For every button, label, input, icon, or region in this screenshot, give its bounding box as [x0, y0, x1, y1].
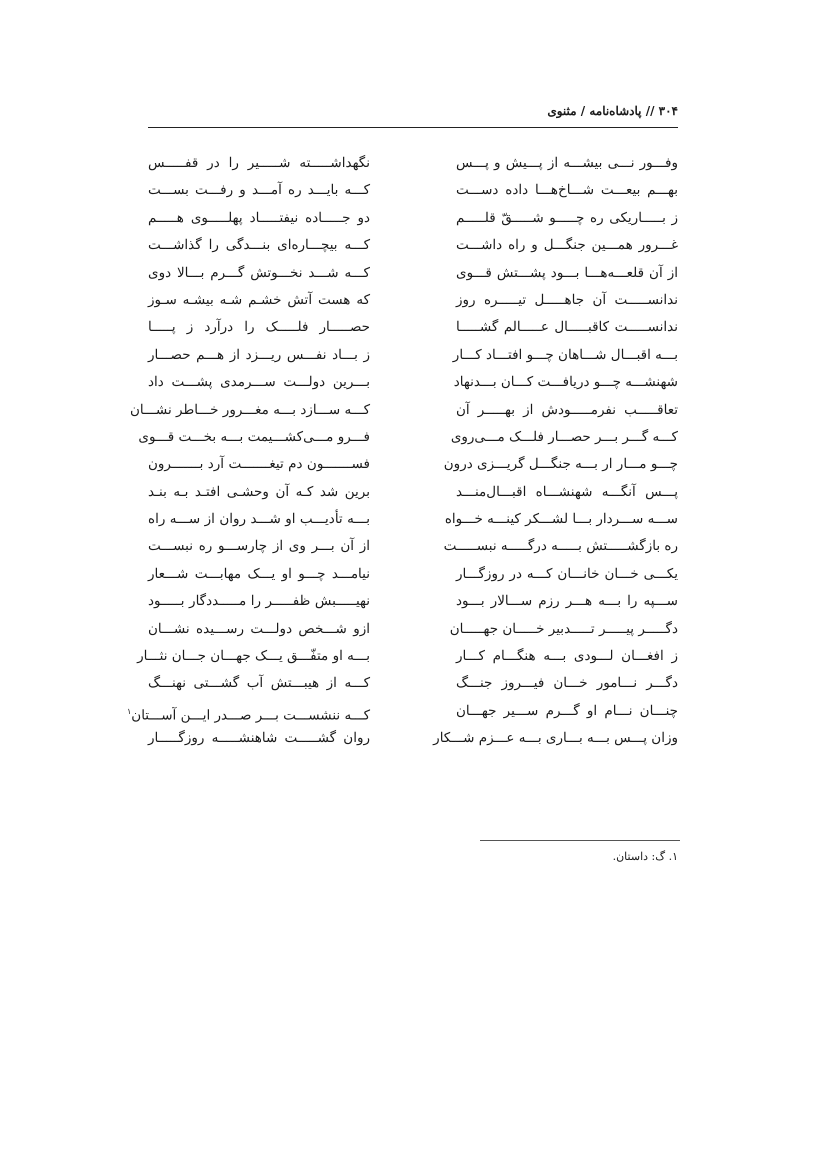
hemistich-right: غـــرور همـــین جنگـــل و راه داشـــت — [456, 237, 678, 254]
running-header — [148, 104, 678, 126]
couplet — [148, 451, 678, 478]
hemistich-left: کـــه بیچـــاره‌ای بنـــدگی را گذاشـــت — [148, 237, 370, 254]
couplet — [148, 177, 678, 204]
couplet — [148, 588, 678, 615]
hemistich-right: ندانســـــت کاقبـــــال عـــــالم گشـــــا — [456, 319, 678, 336]
hemistich-right: ندانســـــت آن جاهـــــل تیـــــره روز — [456, 291, 678, 308]
hemistich-left: بـــه او متفّـــق یـــک جهـــان جـــان نثـــار — [137, 648, 370, 665]
hemistich-left: کـــه از هیبـــتش آب گشـــتی نهنـــگ — [148, 675, 370, 692]
footnote: ۱. گ: داستان. — [612, 850, 678, 863]
header-rule — [148, 127, 678, 128]
hemistich-left: نیامـــد چـــو او یـــک مهابـــت شـــعار — [148, 565, 370, 582]
hemistich-left: نهیـــــبش ظفـــــر را مـــــددگار بـــــود — [148, 593, 370, 610]
poem-body — [126, 150, 678, 753]
couplet — [148, 342, 678, 369]
hemistich-left: ز بـــاد نفـــس ریـــزد از هـــم حصـــار — [148, 346, 370, 363]
page-number: ۳۰۴ — [658, 104, 678, 118]
hemistich-right: بهـــم بیعـــت شـــاخ‌هـــا داده دســـت — [456, 182, 678, 199]
couplet — [148, 314, 678, 341]
couplet — [148, 533, 678, 560]
header-slash: / — [576, 104, 590, 118]
hemistich-left: فـــرو مـــی‌کشـــیمت بـــه بخـــت قـــوی — [138, 428, 370, 445]
hemistich-right: بـــه اقبـــال شـــاهان چـــو افتـــاد کـــار — [452, 346, 678, 363]
hemistich-right: پـــس آنگـــه شهنشـــاه اقبـــال‌منـــد — [456, 483, 678, 500]
hemistich-left: از آن بـــر وی از چارســـو ره نبســـت — [148, 538, 370, 555]
hemistich-right: از آن قلعـــه‌هـــا بـــود پشـــتش قـــوی — [456, 264, 678, 281]
hemistich-left: نگهداشـــــته شـــــیر را در قفـــــس — [148, 155, 370, 171]
couplet — [137, 643, 678, 670]
couplet — [148, 205, 678, 232]
hemistich-right: ز بـــــاریکی ره چـــــو شـــــقّ قلـــــم — [456, 209, 678, 226]
hemistich-left: حصـــــار فلـــــک را درآرد ز پـــــا — [148, 319, 370, 336]
hemistich-right: چنـــان نـــام او گـــرم ســـیر جهـــان — [456, 702, 678, 719]
hemistich-left: کـــه ننشســـت بـــر صـــدر ایـــن آســـتان$^۱$ — [126, 706, 370, 724]
header-separator: // — [641, 104, 659, 118]
hemistich-right: یکـــی خـــان خانـــان کـــه در روزگـــار — [456, 565, 678, 582]
hemistich-left: کـــه شـــد نخـــوتش گـــرم بـــالا دوی — [148, 264, 370, 281]
hemistich-right: چـــو مـــار ار بـــه جنگـــل گریـــزی درون — [443, 456, 678, 473]
hemistich-right: ز افغـــان لـــودی بـــه هنگـــام کـــار — [456, 648, 678, 665]
footnote-rule — [480, 840, 680, 841]
couplet — [148, 369, 678, 396]
couplet — [148, 616, 678, 643]
hemistich-right: ســـپه را بـــه هـــر رزم ســـالار بـــود — [456, 593, 678, 610]
hemistich-right: کـــه گـــر بـــر حصـــار فلـــک مـــی‌روی — [450, 428, 678, 445]
footnote-marker: ۱ — [126, 706, 132, 716]
hemistich-left: کـــه بایـــد ره آمـــد و رفـــت بســـت — [148, 182, 370, 199]
hemistich-left: بـــه تأدیـــب او شـــد روان از ســـه راه — [148, 511, 370, 528]
hemistich-left: کـــه ســـازد بـــه مغـــرور خـــاطر نشـــان — [130, 401, 370, 418]
book-title: پادشاه‌نامه — [589, 104, 642, 118]
hemistich-left: فســـــــون دم تیغـــــــت آرد بـــــــرون — [148, 456, 370, 473]
couplet — [148, 150, 678, 177]
couplet — [148, 506, 678, 533]
hemistich-right: تعاقـــــب نفرمـــــودش از بهـــــر آن — [456, 401, 678, 418]
couplet — [148, 479, 678, 506]
hemistich-left: که هست آتش خشـم شـه بیشـه سـوز — [148, 291, 370, 308]
couplet — [148, 260, 678, 287]
couplet — [130, 397, 678, 424]
couplet — [148, 232, 678, 259]
couplet — [148, 670, 678, 697]
hemistich-right: وفـــور نـــی بیشـــه از پـــیش و پـــس — [456, 155, 678, 171]
couplet — [126, 698, 678, 725]
couplet — [148, 287, 678, 314]
hemistich-left: برین شد کـه آن وحشـی افتـد بـه بنـد — [148, 483, 370, 500]
section-title: مثنوی — [547, 104, 577, 118]
hemistich-right: ره بازگشـــــتش بـــــه درگـــــه نبســـــت — [443, 538, 678, 555]
couplet — [148, 561, 678, 588]
hemistich-right: دگـــر نـــامور خـــان فیـــروز جنـــگ — [456, 675, 678, 692]
hemistich-right: ســـه ســـردار بـــا لشـــکر کینـــه خـــواه — [444, 511, 678, 528]
hemistich-right: شهنشـــه چـــو دریافـــت کـــان بـــدنهاد — [453, 374, 678, 391]
hemistich-right: وزان پـــس بـــه بـــاری بـــه عـــزم شـــکار — [433, 730, 678, 747]
hemistich-right: دگـــــر پیـــــر تـــــدبیر خـــــان جهـــــان — [449, 620, 678, 637]
hemistich-left: بـــرین دولـــت ســـرمدی پشـــت داد — [148, 374, 370, 391]
couplet — [148, 725, 678, 752]
hemistich-left: دو جـــــاده نیفتـــــاد پهلـــــوی هـــــم — [148, 209, 370, 226]
hemistich-left: ازو شـــخص دولـــت رســـیده نشـــان — [148, 620, 370, 637]
hemistich-left: روان گشـــــت شاهنشـــــه روزگـــــار — [148, 730, 370, 747]
couplet — [138, 424, 678, 451]
